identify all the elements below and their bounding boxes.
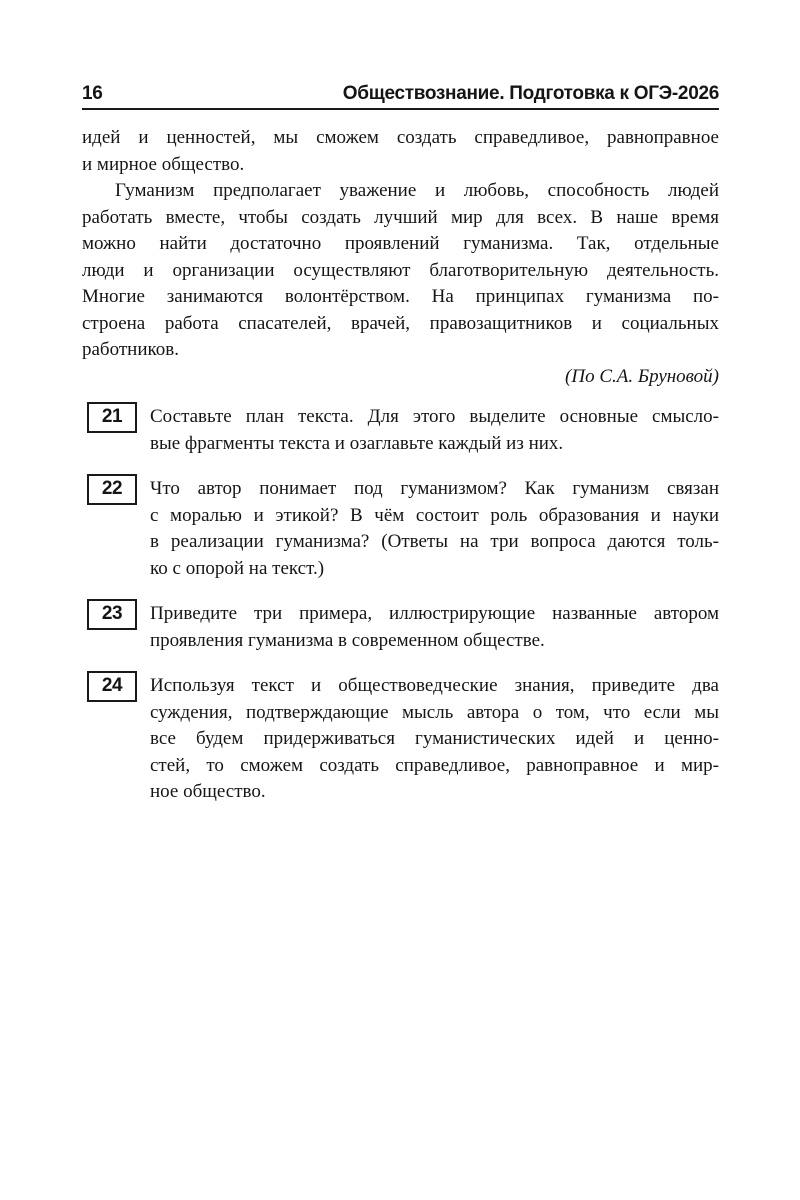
attribution: (По С.А. Бруновой) [565, 365, 719, 387]
text-line: Многие занимаются волонтёрством. На принципах гуманизма по- [82, 286, 719, 307]
text-line: ное общество. [150, 781, 266, 802]
main-paragraph [82, 178, 719, 364]
text-line: работников. [82, 339, 179, 360]
text-line: и мирное общество. [82, 153, 245, 175]
text-line: Приведите три примера, иллюстрирующие названные автором [150, 603, 719, 624]
task-24 [82, 673, 719, 806]
text-line: Что автор понимает под гуманизмом? Как гуманизм связан [150, 478, 719, 499]
text-line: стей, то сможем создать справедливое, равноправное и мир- [150, 754, 719, 776]
text-line: Используя текст и обществоведческие знания, приведите два [150, 675, 719, 696]
text-line: проявления гуманизма в современном обществе. [150, 629, 545, 651]
task-number-badge: 22 [87, 474, 137, 505]
text-line: строена работа спасателей, врачей, правозащитников и социальных [82, 312, 719, 334]
text-line: работать вместе, чтобы создать лучший мир для всех. В наше время [82, 206, 719, 228]
task-number-badge: 24 [87, 671, 137, 702]
text-line: можно найти достаточно проявлений гуманизма. Так, отдельные [82, 233, 719, 254]
text-line: идей и ценностей, мы сможем создать справедливое, равноправное [82, 127, 719, 148]
task-text [150, 601, 719, 654]
text-line: вые фрагменты текста и озаглавьте каждый из них. [150, 432, 564, 454]
page-number: 16 [82, 83, 103, 104]
task-number-badge: 23 [87, 599, 137, 630]
text-line: все будем придерживаться гуманистических идей и ценно- [150, 728, 719, 749]
text-line: Гуманизм предполагает уважение и любовь, способность людей [115, 180, 719, 201]
text-line: в реализации гуманизма? (Ответы на три вопроса даются толь- [150, 531, 719, 552]
page-header [82, 84, 719, 110]
text-line: суждения, подтверждающие мысль автора о том, что если мы [150, 701, 719, 723]
task-21 [82, 404, 719, 457]
text-line: люди и организации осуществляют благотворительную деятельность. [82, 259, 719, 281]
tasks-section [82, 404, 719, 806]
text-line: Составьте план текста. Для этого выделите основные смысло- [150, 406, 719, 427]
running-title: Обществознание. Подготовка к ОГЭ-2026 [342, 83, 719, 104]
task-number-badge: 21 [87, 402, 137, 433]
task-23 [82, 601, 719, 654]
task-22 [82, 476, 719, 582]
intro-paragraph [82, 125, 719, 178]
page-content [82, 125, 719, 806]
task-text [150, 476, 719, 582]
task-text [150, 673, 719, 806]
text-line: с моралью и этикой? В чём состоит роль образования и науки [150, 504, 719, 526]
task-text [150, 404, 719, 457]
text-line: ко с опорой на текст.) [150, 557, 325, 579]
